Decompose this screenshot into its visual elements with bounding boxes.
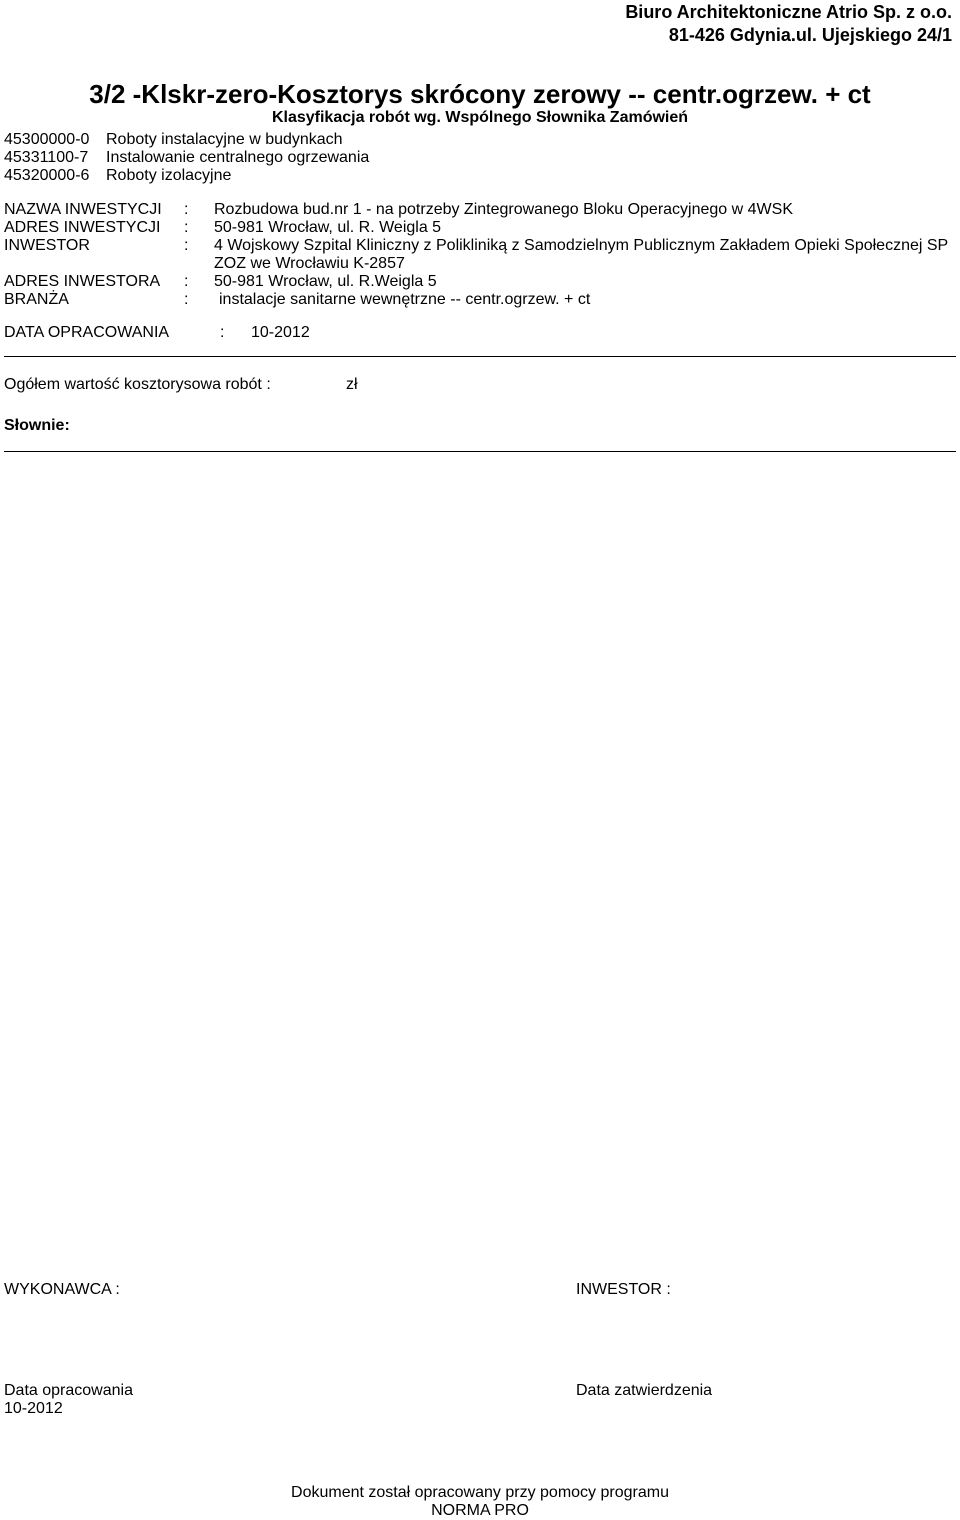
divider <box>4 451 956 452</box>
investor-name-line1: 4 Wojskowy Szpital Kliniczny z Polikliniką z Samodzielnym Publicznym Zakładem Opieki Społecznej SP <box>214 237 949 254</box>
date-value: 10-2012 <box>251 324 310 341</box>
classification-heading: Klasyfikacja robót wg. Wspólnego Słownika Zamówień <box>271 109 689 126</box>
classification-desc: Roboty izolacyjne <box>106 167 232 184</box>
footer-line1: Dokument został opracowany przy pomocy programu <box>291 1484 669 1501</box>
classification-code: 45320000-6 <box>4 167 90 184</box>
colon: : <box>220 324 225 341</box>
prep-date-label: Data opracowania <box>4 1382 133 1399</box>
investor-label: INWESTOR <box>4 237 90 254</box>
company-name: Biuro Architektoniczne Atrio Sp. z o.o. <box>625 2 952 22</box>
colon: : <box>184 291 189 308</box>
divider <box>4 356 956 357</box>
classification-code: 45300000-0 <box>4 131 90 148</box>
investor-signature-label: INWESTOR : <box>576 1281 671 1298</box>
in-words-label: Słownie: <box>4 417 70 434</box>
total-value-label: Ogółem wartość kosztorysowa robót : <box>4 376 271 393</box>
contractor-label: WYKONAWCA : <box>4 1281 120 1298</box>
investment-name-label: NAZWA INWESTYCJI <box>4 201 162 218</box>
investment-name: Rozbudowa bud.nr 1 - na potrzeby Zintegrowanego Bloku Operacyjnego w 4WSK <box>214 201 793 218</box>
footer-line2: NORMA PRO <box>431 1502 529 1519</box>
classification-desc: Roboty instalacyjne w budynkach <box>106 131 343 148</box>
prep-date-value: 10-2012 <box>4 1400 63 1417</box>
colon: : <box>184 219 189 236</box>
investment-address-label: ADRES INWESTYCJI <box>4 219 161 236</box>
colon: : <box>184 237 189 254</box>
investor-name-line2: ZOZ we Wrocławiu K-2857 <box>214 255 405 272</box>
classification-code: 45331100-7 <box>4 149 89 166</box>
investor-address-label: ADRES INWESTORA <box>4 273 161 290</box>
colon: : <box>184 273 189 290</box>
classification-desc: Instalowanie centralnego ogrzewania <box>106 149 370 166</box>
investor-address: 50-981 Wrocław, ul. R.Weigla 5 <box>214 273 437 290</box>
company-address: 81-426 Gdynia.ul. Ujejskiego 24/1 <box>668 25 952 45</box>
branch-value: instalacje sanitarne wewnętrzne -- centr.ogrzew. + ct <box>219 291 591 308</box>
colon: : <box>184 201 189 218</box>
investment-address: 50-981 Wrocław, ul. R. Weigla 5 <box>214 219 442 236</box>
date-label: DATA OPRACOWANIA <box>4 324 170 341</box>
currency-unit: zł <box>346 376 358 393</box>
document-title: 3/2 -Klskr-zero-Kosztorys skrócony zerowy -- centr.ogrzew. + ct <box>89 79 871 109</box>
branch-label: BRANŻA <box>4 291 69 308</box>
approval-date-label: Data zatwierdzenia <box>576 1382 713 1399</box>
